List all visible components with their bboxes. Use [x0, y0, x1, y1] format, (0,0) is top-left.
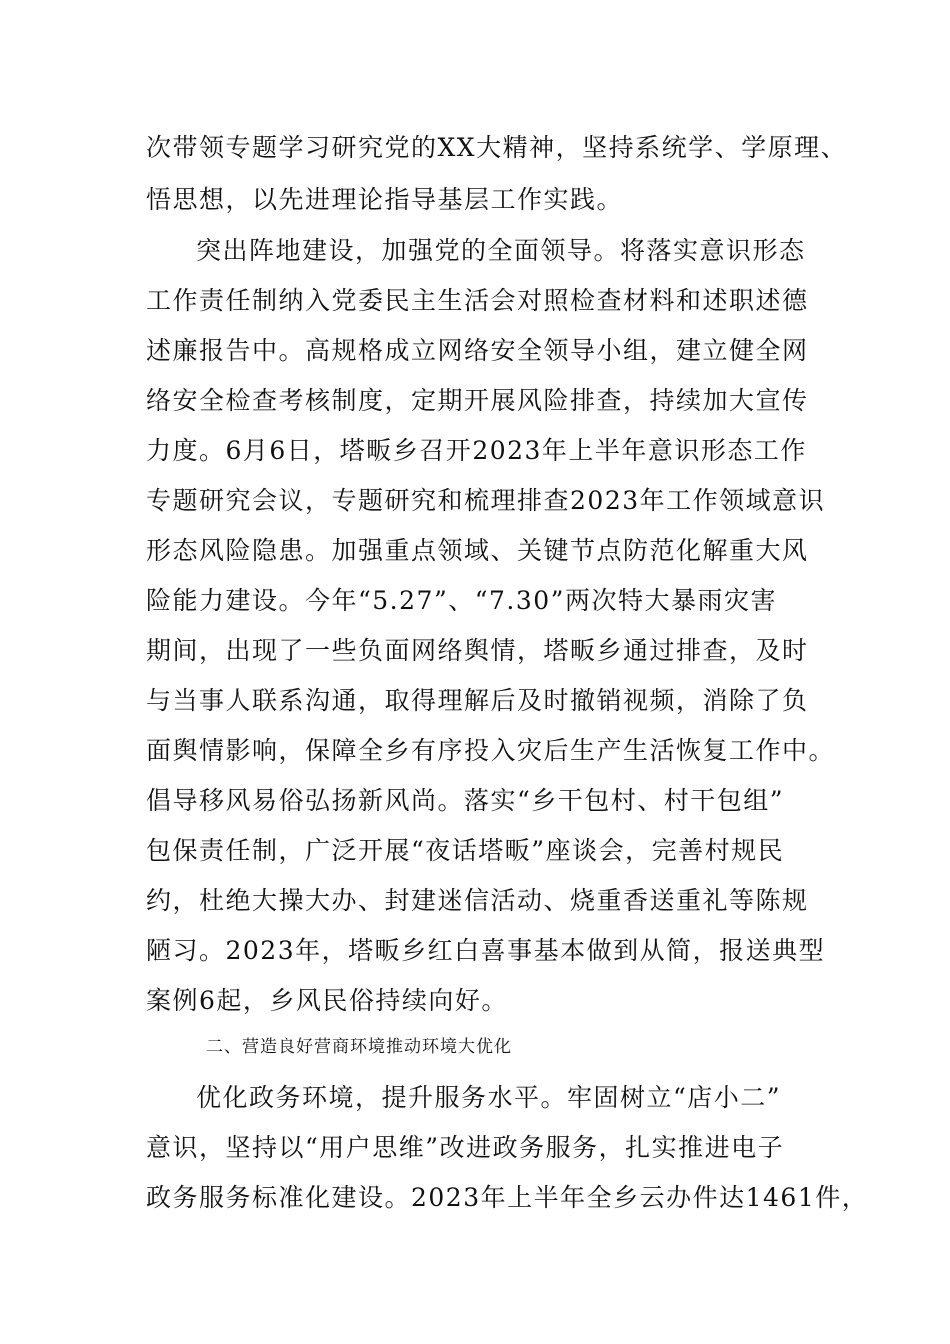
text-line: 络安全检查考核制度，定期开展风险排查，持续加大宣传	[146, 386, 809, 415]
text-line: 意识，坚持以“用户思维”改进政务服务，扎实推进电子	[146, 1133, 785, 1162]
text-line: 形态风险隐患。加强重点领域、关键节点防范化解重大风	[146, 536, 809, 565]
text-line: 政务服务标准化建设。2023年上半年全乡云办件达1461件，	[146, 1183, 869, 1212]
text-line: 述廉报告中。高规格成立网络安全领导小组，建立健全网	[146, 336, 809, 365]
paragraph-first-line: 优化政务环境，提升服务水平。牢固树立“店小二”	[196, 1083, 782, 1112]
text-line: 悟思想，以先进理论指导基层工作实践。	[146, 185, 624, 214]
text-line: 陋习。2023年，塔畈乡红白喜事基本做到从简，报送典型	[146, 936, 826, 965]
text-line: 倡导移风易俗弘扬新风尚。落实“乡干包村、村干包组”	[146, 786, 785, 815]
text-line: 与当事人联系沟通，取得理解后及时撤销视频，消除了负	[146, 686, 809, 715]
section-heading: 二、营造良好营商环境推动环境大优化	[206, 1037, 512, 1057]
text-line: 期间，出现了一些负面网络舆情，塔畈乡通过排查，及时	[146, 636, 809, 665]
text-line: 面舆情影响，保障全乡有序投入灾后生产生活恢复工作中。	[146, 736, 836, 765]
text-line: 工作责任制纳入党委民主生活会对照检查材料和述职述德	[146, 286, 809, 315]
text-line: 险能力建设。今年“5.27”、“7.30”两次特大暴雨灾害	[146, 586, 777, 615]
text-line: 专题研究会议，专题研究和梳理排查2023年工作领域意识	[146, 486, 826, 515]
text-line: 次带领专题学习研究党的XX大精神，坚持系统学、学原理、	[146, 133, 848, 162]
paragraph-first-line: 突出阵地建设，加强党的全面领导。将落实意识形态	[196, 236, 806, 265]
text-line: 案例6起，乡风民俗持续向好。	[146, 986, 508, 1015]
text-line: 约，杜绝大操大办、封建迷信活动、烧重香送重礼等陈规	[146, 886, 809, 915]
text-line: 包保责任制，广泛开展“夜话塔畈”座谈会，完善村规民	[146, 836, 785, 865]
text-line: 力度。6月6日，塔畈乡召开2023年上半年意识形态工作	[146, 436, 807, 465]
